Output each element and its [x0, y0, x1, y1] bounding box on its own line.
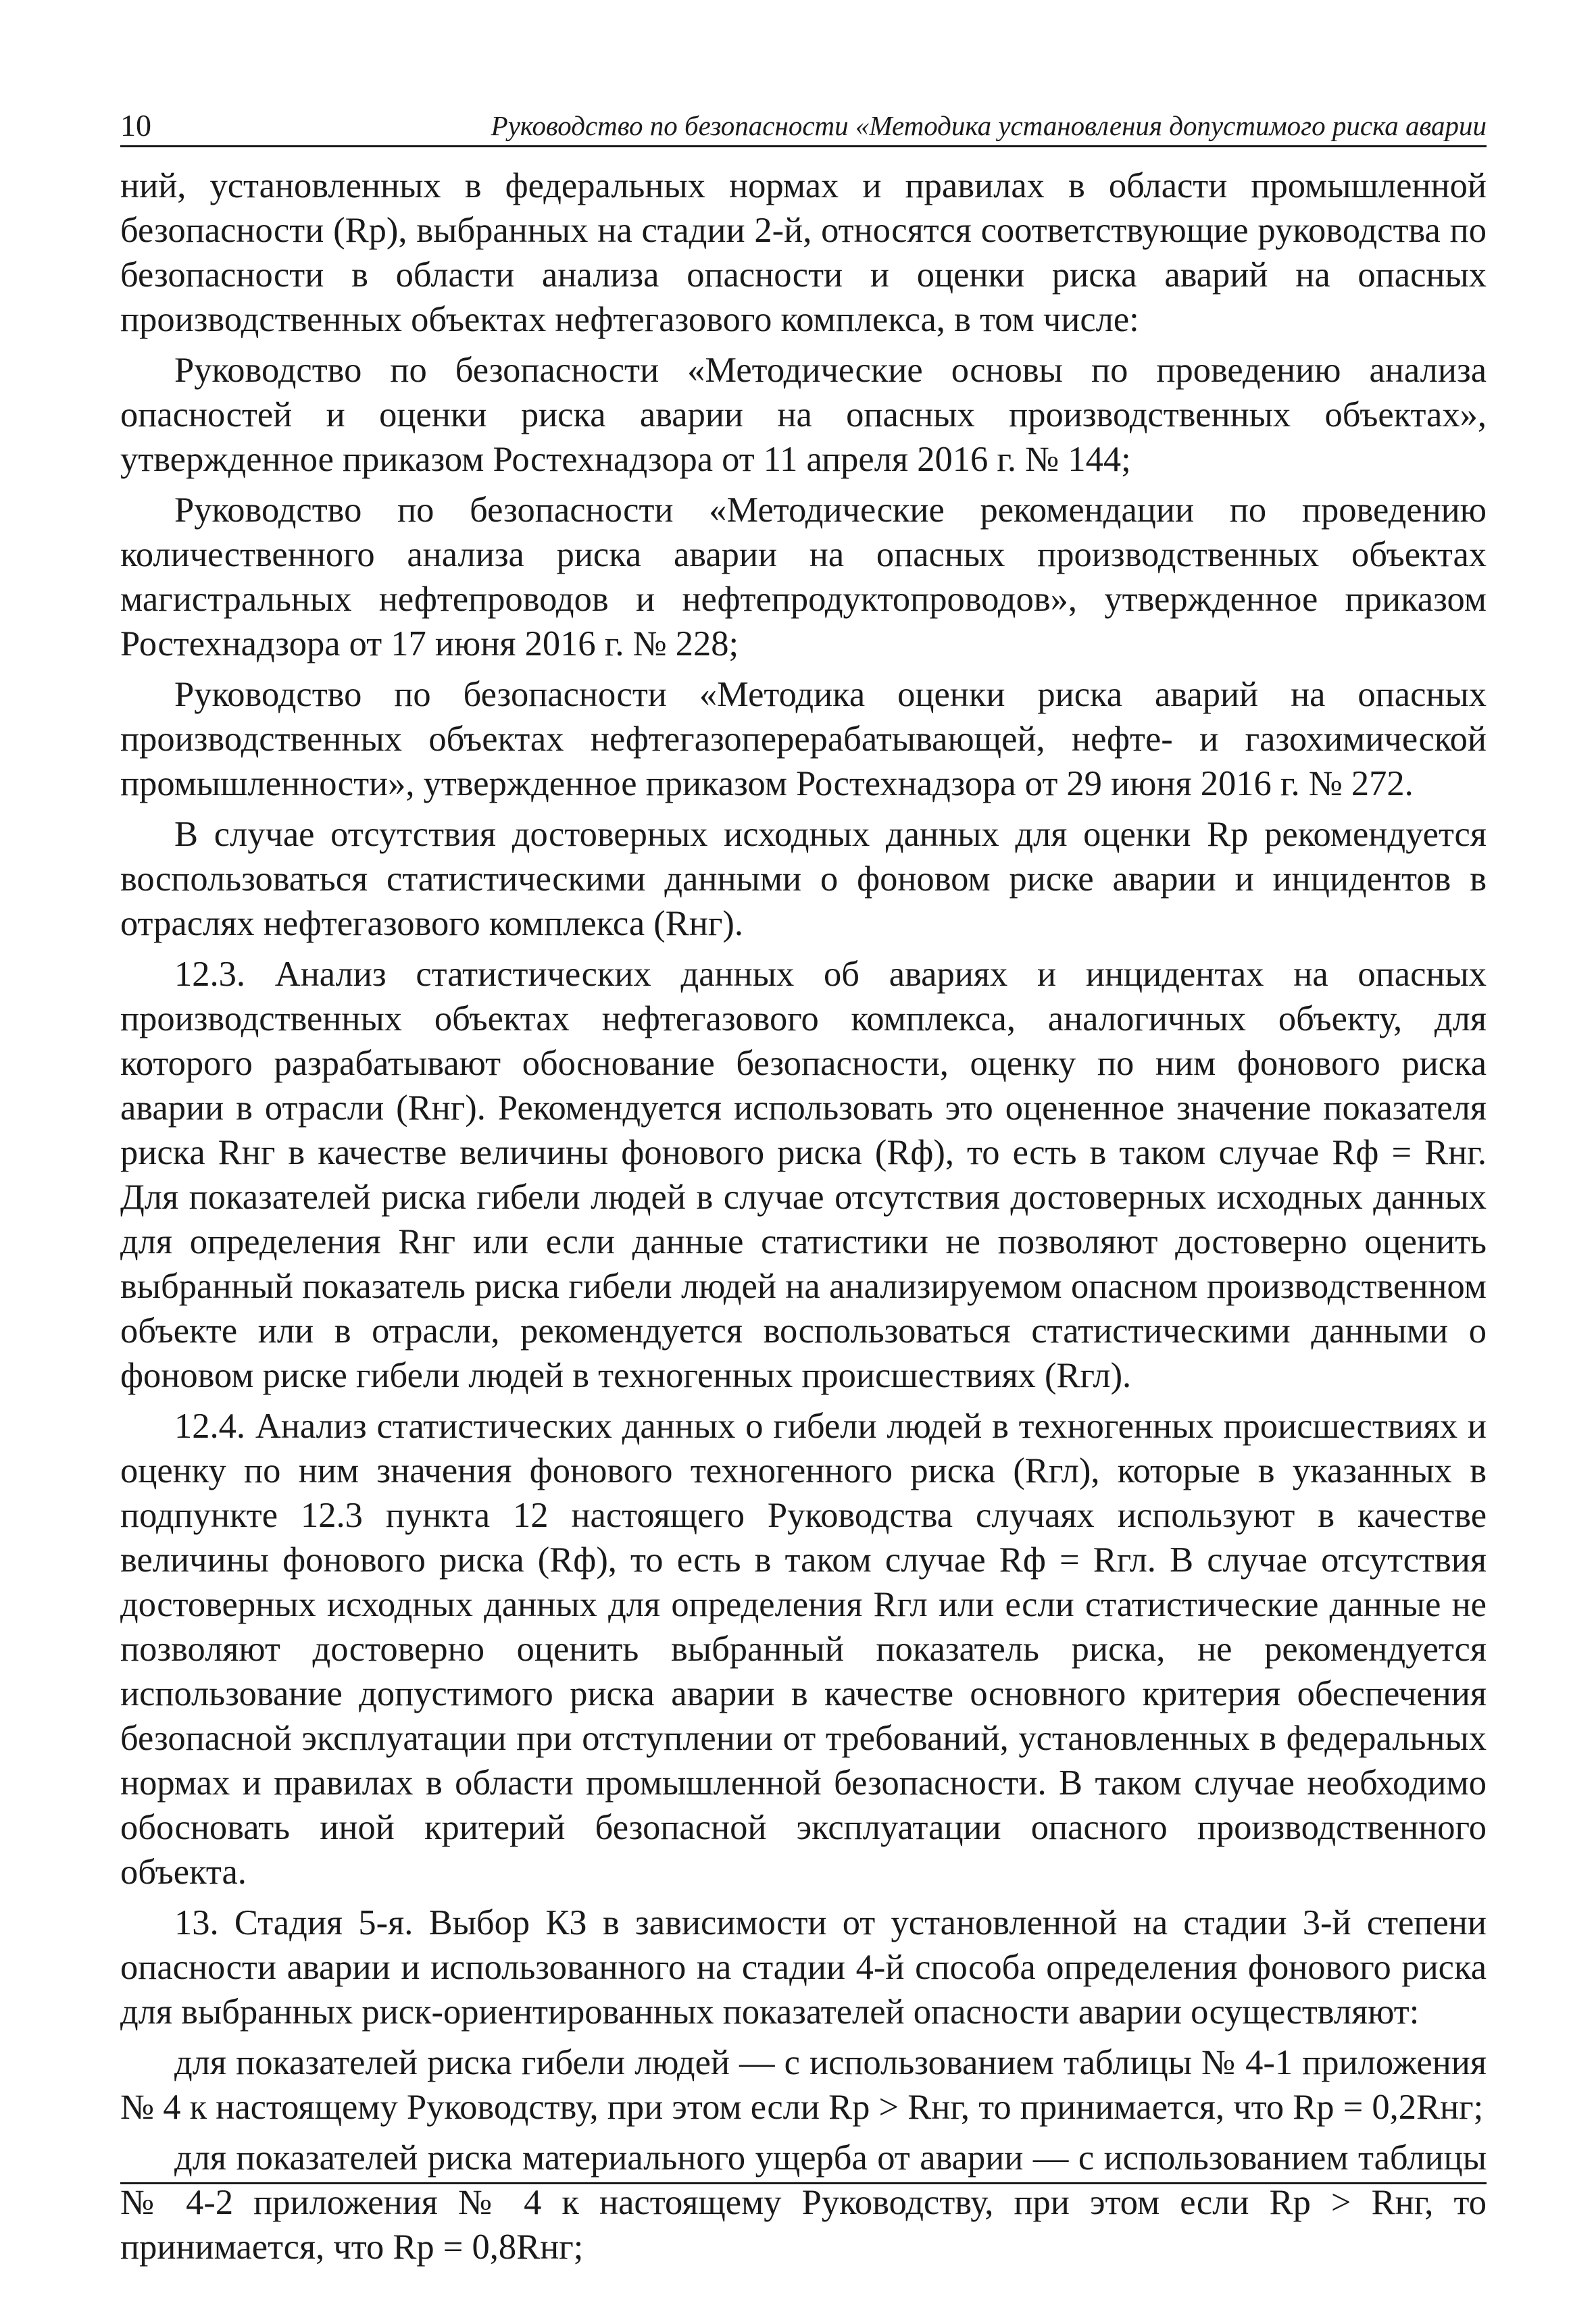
paragraph-people-risk: для показателей риска гибели людей — с использованием таблицы № 4-1 приложения № 4 к настоящему Руководству, при этом если Rр > Rнг, то принимается, что Rр = 0,2Rнг;	[120, 2043, 1487, 2127]
paragraph-guide-144: Руководство по безопасности «Методические основы по проведению анализа опасностей и оценки риска аварии на опасных производственных объектах», утвержденное приказом Ростехнадзора от 11 апреля 2016 г. № 144;	[120, 351, 1487, 479]
paragraph-13: 13. Стадия 5-я. Выбор КЗ в зависимости от установленной на стадии 3-й степени опасности аварии и использованного на стадии 4-й способа определения фонового риска для выбранных риск-ориентированных показателей опасности аварии осуществляют:	[120, 1903, 1487, 2032]
paragraph-missing-data: В случае отсутствия достоверных исходных данных для оценки Rр рекомендуется воспользоваться статистическими данными о фоновом риске аварии и инцидентов в отраслях нефтегазового комплекса (Rнг).	[120, 815, 1487, 943]
body-text	[120, 164, 1487, 2275]
page-header	[120, 108, 1487, 149]
page-number: 10	[120, 108, 151, 143]
running-title: Руководство по безопасности «Методика установления допустимого риска аварии	[491, 110, 1487, 141]
paragraph-material-risk: для показателей риска материального ущерба от аварии — с использованием таблицы № 4-2 приложения № 4 к настоящему Руководству, при этом если Rр > Rнг, то принимается, что Rр = 0,8Rнг;	[120, 2138, 1487, 2267]
paragraph-continuation: ний, установленных в федеральных нормах и правилах в области промышленной безопасности (Rр), выбранных на стадии 2-й, относятся соответствующие руководства по безопасности в области анализа опасности и оценки риска аварий на опасных производственных объектах нефтегазового комплекса, в том числе:	[120, 166, 1487, 339]
paragraph-12-4: 12.4. Анализ статистических данных о гибели людей в техногенных происшествиях и оценку по ним значения фонового техногенного риска (Rгл), которые в указанных в подпункте 12.3 пункта 12 настоящего Руководства случаях используют в качестве величины фонового риска (Rф), то есть в таком случае Rф = Rгл. В случае отсутствия достоверных исходных данных для определения Rгл или если статистические данные не позволяют достоверно оценить выбранный показатель риска, не рекомендуется использование допустимого риска аварии в качестве основного критерия обеспечения безопасной эксплуатации при отступлении от требований, установленных в федеральных нормах и правилах в области промышленной безопасности. В таком случае необходимо обосновать иной критерий безопасной эксплуатации опасного производственного объекта.	[120, 1407, 1487, 1892]
paragraph-guide-228: Руководство по безопасности «Методические рекомендации по проведению количественного анализа риска аварии на опасных производственных объектах магистральных нефтепроводов и нефтепродуктопроводов», утвержденное приказом Ростехнадзора от 17 июня 2016 г. № 228;	[120, 491, 1487, 663]
footer-rule	[120, 2182, 1487, 2184]
paragraph-12-3: 12.3. Анализ статистических данных об авариях и инцидентах на опасных производственных объектах нефтегазового комплекса, аналогичных объекту, для которого разрабатывают обоснование безопасности, оценку по ним фонового риска аварии в отрасли (Rнг). Рекомендуется использовать это оцененное значение показателя риска Rнг в качестве величины фонового риска (Rф), то есть в таком случае Rф = Rнг. Для показателей риска гибели людей в случае отсутствия достоверных исходных данных для определения Rнг или если данные статистики не позволяют достоверно оценить выбранный показатель риска гибели людей на анализируемом опасном производственном объекте или в отрасли, рекомендуется воспользоваться статистическими данными о фоновом риске гибели людей в техногенных происшествиях (Rгл).	[120, 955, 1487, 1395]
paragraph-guide-272: Руководство по безопасности «Методика оценки риска аварий на опасных производственных объектах нефтегазоперерабатывающей, нефте- и газохимической промышленности», утвержденное приказом Ростехнадзора от 29 июня 2016 г. № 272.	[120, 675, 1487, 803]
header-rule	[120, 145, 1487, 147]
